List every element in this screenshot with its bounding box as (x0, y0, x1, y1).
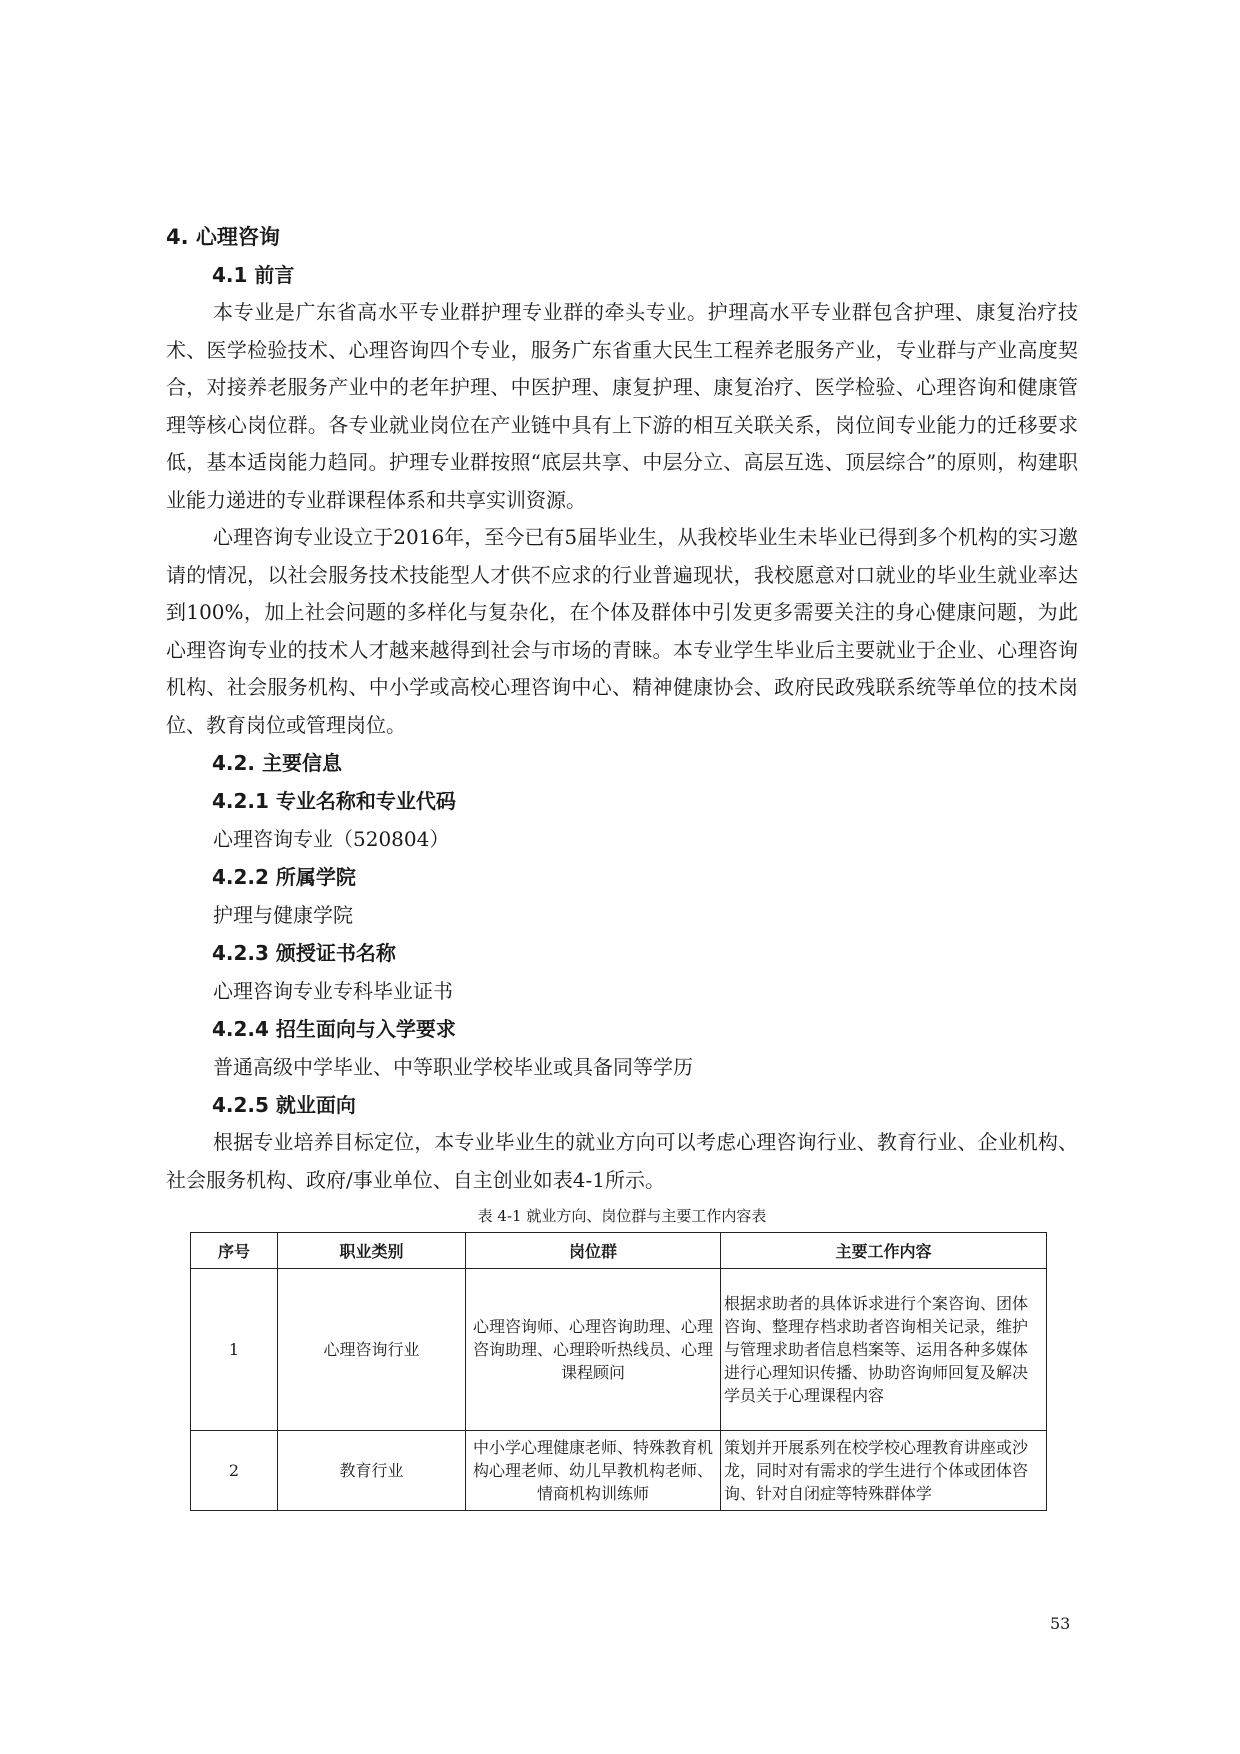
cert-value: 心理咨询专业专科毕业证书 (213, 979, 453, 1003)
section-title: 4. 心理咨询 (166, 225, 280, 249)
table-row (191, 1431, 1047, 1511)
page-number: 53 (1050, 1614, 1071, 1633)
document-body (166, 218, 1078, 1231)
header-category: 职业类别 (278, 1233, 466, 1269)
intro-paragraph-2: 心理咨询专业设立于2016年，至今已有5届毕业生，从我校毕业生未毕业已得到多个机构的实习邀请的情况，以社会服务技术技能型人才供不应求的行业普遍现状，我校愿意对口就业的毕业生就业率达到100%，加上社会问题的多样化与复杂化，在个体及群体中引发更多需要关注的身心健康问题，为此心理咨询专业的技术人才越来越得到社会与市场的青睐。本专业学生毕业后主要就业于企业、心理咨询机构、社会服务机构、中小学或高校心理咨询中心、精神健康协会、政府民政残联系统等单位的技术岗位、教育岗位或管理岗位。 (166, 525, 1078, 737)
employment-paragraph: 根据专业培养目标定位，本专业毕业生的就业方向可以考虑心理咨询行业、教育行业、企业机构、社会服务机构、政府/事业单位、自主创业如表4-1所示。 (166, 1130, 1078, 1192)
admission-value: 普通高级中学毕业、中等职业学校毕业或具备同等学历 (213, 1055, 693, 1079)
row-positions: 中小学心理健康老师、特殊教育机构心理老师、幼儿早教机构老师、情商机构训练师 (466, 1431, 721, 1511)
row-category: 教育行业 (278, 1431, 466, 1511)
row-work: 根据求助者的具体诉求进行个案咨询、团体咨询、整理存档求助者咨询相关记录，维护与管理求助者信息档案等、运用各种多媒体进行心理知识传播、协助咨询师回复及解决学员关于心理课程内容 (721, 1269, 1047, 1431)
college-heading: 4.2.2 所属学院 (212, 865, 356, 889)
intro-paragraph-1: 本专业是广东省高水平专业群护理专业群的牵头专业。护理高水平专业群包含护理、康复治疗技术、医学检验技术、心理咨询四个专业，服务广东省重大民生工程养老服务产业，专业群与产业高度契合，对接养老服务产业中的老年护理、中医护理、康复护理、康复治疗、医学检验、心理咨询和健康管理等核心岗位群。各专业就业岗位在产业链中具有上下游的相互关联关系，岗位间专业能力的迁移要求低，基本适岗能力趋同。护理专业群按照“底层共享、中层分立、高层互选、顶层综合”的原则，构建职业能力递进的专业群课程体系和共享实训资源。 (166, 300, 1078, 512)
header-no: 序号 (191, 1233, 278, 1269)
cert-heading: 4.2.3 颁授证书名称 (212, 941, 396, 965)
row-work: 策划并开展系列在校学校心理教育讲座或沙龙，同时对有需求的学生进行个体或团体咨询、针对自闭症等特殊群体学 (721, 1431, 1047, 1511)
code-value: 心理咨询专业（520804） (213, 827, 450, 851)
row-positions: 心理咨询师、心理咨询助理、心理咨询助理、心理聆听热线员、心理课程顾问 (466, 1269, 721, 1431)
row-category: 心理咨询行业 (278, 1269, 466, 1431)
table-caption: 表 4-1 就业方向、岗位群与主要工作内容表 (477, 1207, 767, 1225)
employment-heading: 4.2.5 就业面向 (212, 1093, 356, 1117)
main-info-heading: 4.2. 主要信息 (212, 751, 342, 775)
code-heading: 4.2.1 专业名称和专业代码 (212, 789, 456, 813)
table-header-row (191, 1233, 1047, 1269)
header-work: 主要工作内容 (721, 1233, 1047, 1269)
row-no: 2 (191, 1431, 278, 1511)
employment-table (190, 1232, 1047, 1511)
table-row (191, 1269, 1047, 1431)
header-positions: 岗位群 (466, 1233, 721, 1269)
admission-heading: 4.2.4 招生面向与入学要求 (212, 1017, 456, 1041)
intro-heading: 4.1 前言 (212, 263, 295, 287)
college-value: 护理与健康学院 (213, 903, 353, 927)
row-no: 1 (191, 1269, 278, 1431)
